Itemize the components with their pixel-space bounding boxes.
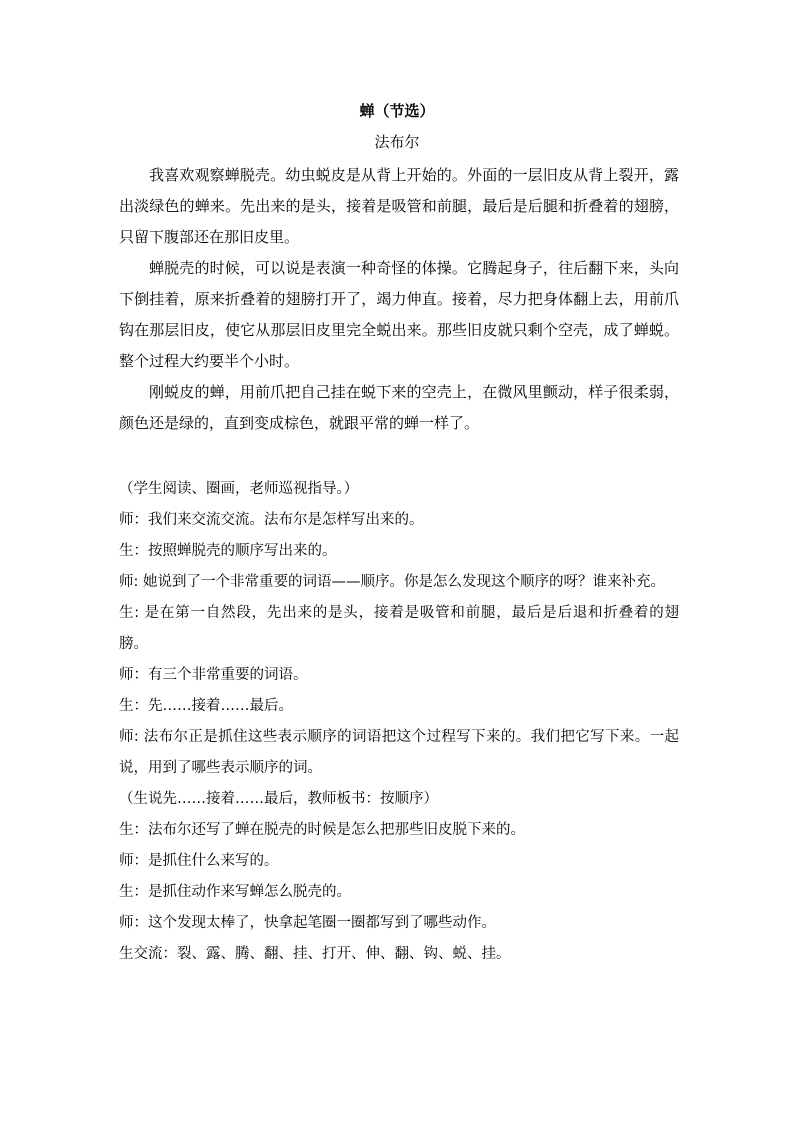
dialogue-line: （生说先……接着……最后，教师板书：按顺序） <box>119 791 438 807</box>
dialogue-line: 师：有三个非常重要的词语。 <box>119 667 308 683</box>
passage-paragraph-2: 蝉脱壳的时候，可以说是表演一种奇怪的体操。它腾起身子，往后翻下来，头向下倒挂着，原来折叠着的翅膀打开了，竭力伸直。接着，尽力把身体翻上去，用前爪钩在那层旧皮，使它从那层旧皮里完全蜕出来。那些旧皮就只剩个空壳，成了蝉蜕。整个过程大约要半个小时。 <box>119 259 679 370</box>
passage-paragraph-3: 刚蜕皮的蝉，用前爪把自己挂在蜕下来的空壳上，在微风里颤动，样子很柔弱，颜色还是绿的，直到变成棕色，就跟平常的蝉一样了。 <box>119 383 679 432</box>
dialogue-line: 生: 是在第一自然段，先出来的是头，接着是吸管和前腿，最后是后退和折叠着的翅膀。 <box>119 605 679 652</box>
dialogue-line: 生交流：裂、露、腾、翻、挂、打开、伸、翻、钩、蜕、挂。 <box>119 946 511 962</box>
dialogue-line: 师：这个发现太棒了，快拿起笔圈一圈都写到了哪些动作。 <box>119 915 496 931</box>
dialogue-line: 生：先……接着……最后。 <box>119 698 293 714</box>
dialogue-line: 师：我们来交流交流。法布尔是怎样写出来的。 <box>119 512 424 528</box>
dialogue-line: 生：法布尔还写了蝉在脱壳的时候是怎么把那些旧皮脱下来的。 <box>119 822 525 838</box>
dialogue-line: 生：按照蝉脱壳的顺序写出来的。 <box>119 543 337 559</box>
document-title: 蝉（节选） <box>359 102 435 120</box>
dialogue-line: （学生阅读、圈画，老师巡视指导。） <box>119 481 359 497</box>
dialogue-line: 师：是抓住什么来写的。 <box>119 853 279 869</box>
dialogue-line: 生：是抓住动作来写蝉怎么脱壳的。 <box>119 884 351 900</box>
document-author: 法布尔 <box>374 133 420 151</box>
dialogue-line: 师: 她说到了一个非常重要的词语——顺序。你是怎么发现这个顺序的呀？谁来补充。 <box>119 574 665 590</box>
dialogue-line: 师: 法布尔正是抓住这些表示顺序的词语把这个过程写下来的。我们把它写下来。一起说，用到了哪些表示顺序的词。 <box>119 729 679 776</box>
passage-paragraph-1: 我喜欢观察蝉脱壳。幼虫蜕皮是从背上开始的。外面的一层旧皮从背上裂开，露出淡绿色的蝉来。先出来的是头，接着是吸管和前腿，最后是后腿和折叠着的翅膀，只留下腹部还在那旧皮里。 <box>119 166 679 246</box>
classroom-dialogue <box>119 474 679 970</box>
passage-excerpt <box>119 160 679 439</box>
